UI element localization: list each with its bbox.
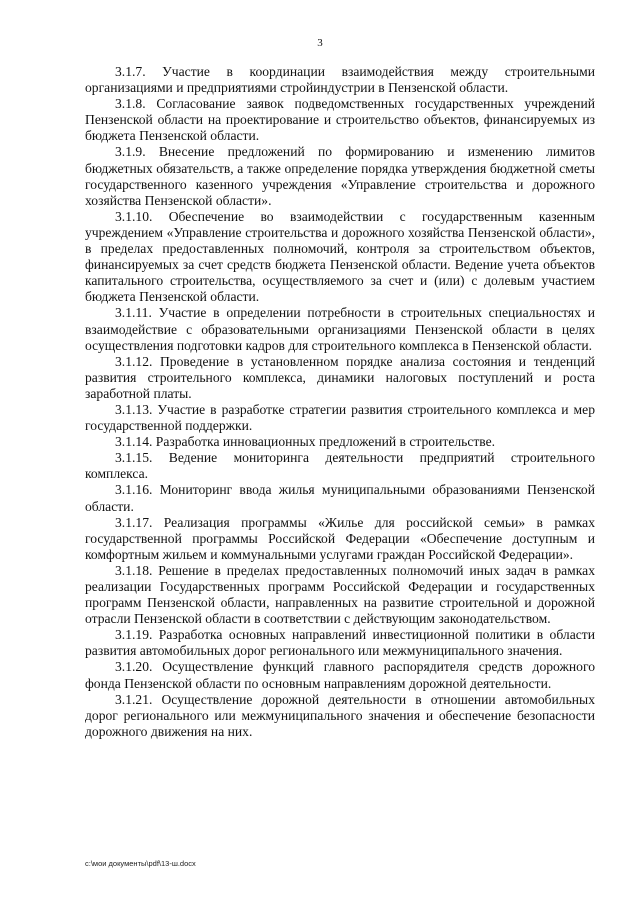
paragraph-3-1-18: 3.1.18. Решение в пределах предоставленных полномочий иных задач в рамках реализации Государственных программ Российской Федерации и государственных программ Пензенской области, направленных на развитие строительной и дорожной отрасли Пензенской области в соответствии с действующим законодательством. — [85, 562, 595, 627]
document-body — [85, 64, 595, 740]
paragraph-3-1-15: 3.1.15. Ведение мониторинга деятельности предприятий строительного комплекса. — [85, 450, 595, 482]
file-path-footer: c:\мои документы\pdf\13-ш.docx — [85, 859, 196, 868]
paragraph-3-1-13: 3.1.13. Участие в разработке стратегии развития строительного комплекса и мер государственной поддержки. — [85, 401, 595, 434]
paragraph-3-1-17: 3.1.17. Реализация программы «Жилье для российской семьи» в рамках государственной программы Российской Федерации «Обеспечение доступным и комфортным жильем и коммунальными услугами граждан Российской Федерации». — [85, 514, 595, 562]
paragraph-3-1-9: 3.1.9. Внесение предложений по формированию и изменению лимитов бюджетных обязательств, а также определение порядка утверждения бюджетной сметы государственного казенного учреждения «Управление строительства и дорожного хозяйства Пензенской области». — [85, 144, 595, 208]
paragraph-3-1-10: 3.1.10. Обеспечение во взаимодействии с государственным казенным учреждением «Управление строительства и дорожного хозяйства Пензенской области», в пределах предоставленных полномочий, контроля за строительством объектов, финансируемых за счет средств бюджета Пензенской области. Ведение учета объектов капитального строительства, осуществляемого за счет и (или) с долевым участием бюджета Пензенской области. — [85, 208, 595, 305]
paragraph-3-1-19: 3.1.19. Разработка основных направлений инвестиционной политики в области развития автомобильных дорог регионального или межмуниципального значения. — [85, 627, 595, 659]
paragraph-3-1-16: 3.1.16. Мониторинг ввода жилья муниципальными образованиями Пензенской области. — [85, 482, 595, 514]
paragraph-3-1-20: 3.1.20. Осуществление функций главного распорядителя средств дорожного фонда Пензенской области по основным направлениям дорожной деятельности. — [85, 659, 595, 691]
paragraph-3-1-11: 3.1.11. Участие в определении потребности в строительных специальностях и взаимодействие с образовательными организациями Пензенской области в целях осуществления подготовки кадров для строительного комплекса в Пензенской области. — [85, 305, 595, 353]
page-number: 3 — [317, 37, 323, 49]
paragraph-3-1-12: 3.1.12. Проведение в установленном порядке анализа состояния и тенденций развития строительного комплекса, динамики налоговых поступлений и роста заработной платы. — [85, 353, 595, 401]
paragraph-3-1-14: 3.1.14. Разработка инновационных предложений в строительстве. — [115, 434, 496, 450]
paragraph-3-1-7: 3.1.7. Участие в координации взаимодействия между строительными организациями и предприятиями стройиндустрии в Пензенской области. — [85, 64, 595, 96]
paragraph-3-1-21: 3.1.21. Осуществление дорожной деятельности в отношении автомобильных дорог регионального или межмуниципального значения и обеспечение безопасности дорожного движения на них. — [85, 691, 595, 739]
paragraph-3-1-8: 3.1.8. Согласование заявок подведомственных государственных учреждений Пензенской области на проектирование и строительство объектов, финансируемых из бюджета Пензенской области. — [85, 96, 595, 144]
